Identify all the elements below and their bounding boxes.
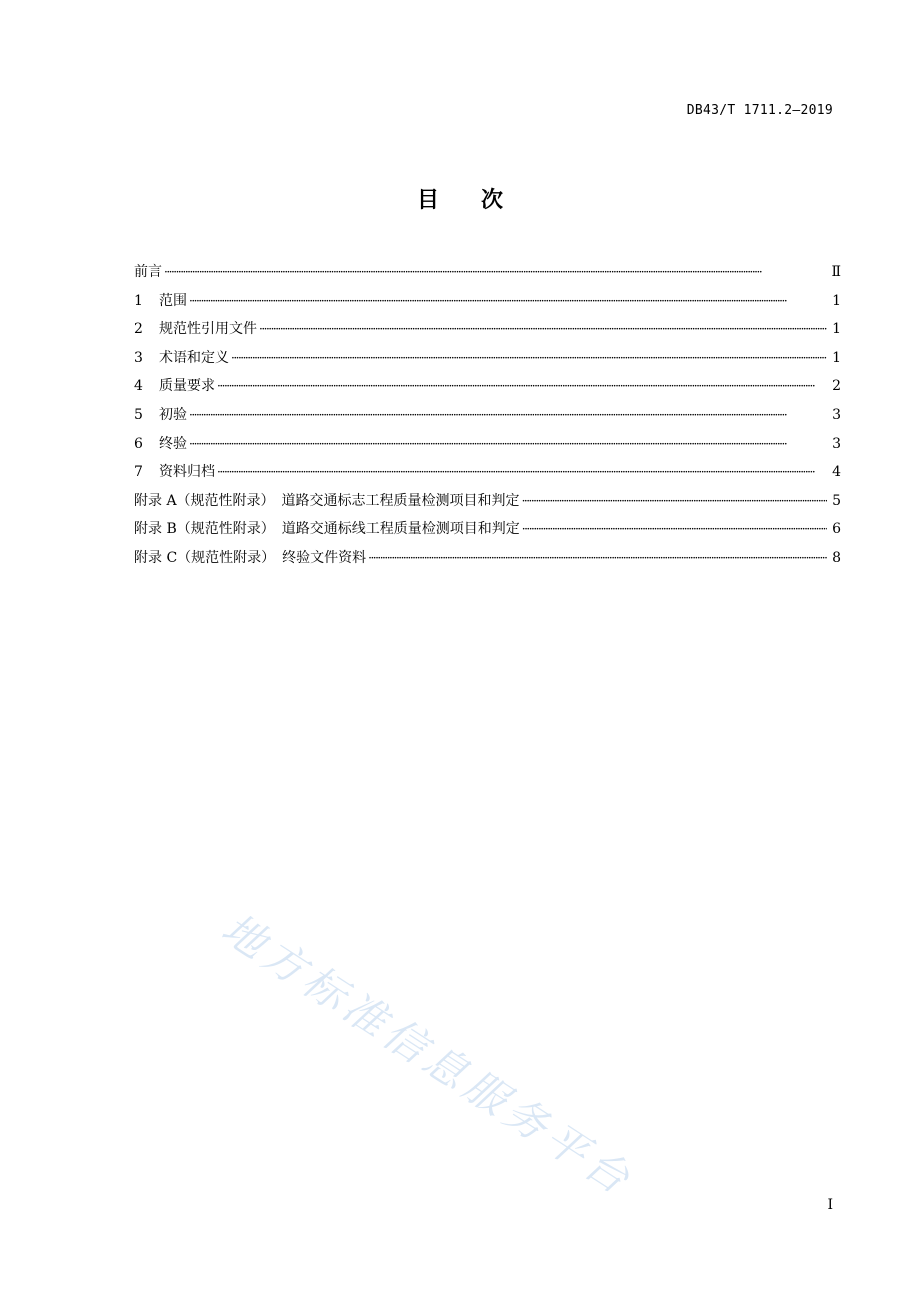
document-code: DB43/T 1711.2—2019 — [686, 103, 833, 118]
toc-entry-label: 附录 C（规范性附录） 终验文件资料 — [134, 549, 367, 566]
toc-entry-label: 5 初验 — [134, 406, 187, 423]
toc-entry-number: 3 — [134, 349, 143, 366]
toc-entry-page: 8 — [832, 549, 841, 566]
toc-entry-label: 2 规范性引用文件 — [134, 321, 257, 338]
toc-entry-normative-references[interactable] — [134, 318, 841, 347]
toc-entry-annex-a[interactable] — [134, 490, 841, 519]
toc-leader-dots — [189, 294, 827, 308]
toc-entry-foreword[interactable] — [134, 261, 841, 290]
toc-entry-label: 前言 — [134, 264, 162, 280]
toc-entry-number: 5 — [134, 406, 143, 423]
toc-leader-dots — [164, 265, 827, 279]
toc-entry-final-acceptance[interactable] — [134, 433, 841, 462]
toc-entry-label: 6 终验 — [134, 435, 187, 452]
toc-entry-page: Ⅱ — [831, 264, 841, 280]
toc-entry-annex-b[interactable] — [134, 518, 841, 547]
toc-entry-page: 5 — [832, 492, 841, 509]
toc-entry-label: 3 术语和定义 — [134, 349, 229, 366]
watermark: 地方标准信息服务平台 — [213, 903, 643, 1207]
toc-entry-archiving[interactable] — [134, 461, 841, 490]
toc-entry-page: 6 — [832, 521, 841, 538]
toc-entry-label: 4 质量要求 — [134, 378, 215, 395]
toc-leader-dots — [217, 379, 827, 393]
table-of-contents — [134, 261, 841, 576]
toc-entry-label: 1 范围 — [134, 292, 187, 309]
toc-leader-dots — [259, 322, 827, 336]
toc-entry-number: 2 — [134, 321, 143, 338]
toc-entry-number: 7 — [134, 464, 143, 481]
toc-leader-dots — [522, 494, 827, 508]
toc-entry-page: 3 — [832, 406, 841, 423]
toc-entry-scope[interactable] — [134, 290, 841, 319]
toc-leader-dots — [189, 408, 827, 422]
toc-leader-dots — [231, 351, 827, 365]
toc-entry-page: 1 — [832, 349, 841, 366]
toc-leader-dots — [522, 522, 827, 536]
toc-entry-number: 6 — [134, 435, 143, 452]
toc-entry-initial-acceptance[interactable] — [134, 404, 841, 433]
toc-entry-page: 2 — [832, 378, 841, 395]
page-title-char-1: 目 — [416, 188, 439, 213]
page-title — [0, 183, 920, 214]
toc-entry-page: 3 — [832, 435, 841, 452]
page-number: I — [827, 1197, 833, 1213]
toc-entry-label: 附录 A（规范性附录） 道路交通标志工程质量检测项目和判定 — [134, 492, 520, 509]
toc-entry-label: 7 资料归档 — [134, 464, 215, 481]
toc-leader-dots — [217, 465, 827, 479]
toc-entry-page: 1 — [832, 292, 841, 309]
toc-entry-page: 4 — [832, 464, 841, 481]
toc-entry-page: 1 — [832, 321, 841, 338]
toc-entry-terms[interactable] — [134, 347, 841, 376]
toc-entry-quality-requirements[interactable] — [134, 375, 841, 404]
toc-entry-number: 1 — [134, 292, 143, 309]
toc-entry-number: 4 — [134, 378, 143, 395]
toc-entry-annex-c[interactable] — [134, 547, 841, 576]
toc-leader-dots — [368, 551, 827, 565]
toc-entry-label: 附录 B（规范性附录） 道路交通标线工程质量检测项目和判定 — [134, 521, 520, 538]
page-title-char-2: 次 — [481, 188, 504, 213]
toc-leader-dots — [189, 437, 827, 451]
